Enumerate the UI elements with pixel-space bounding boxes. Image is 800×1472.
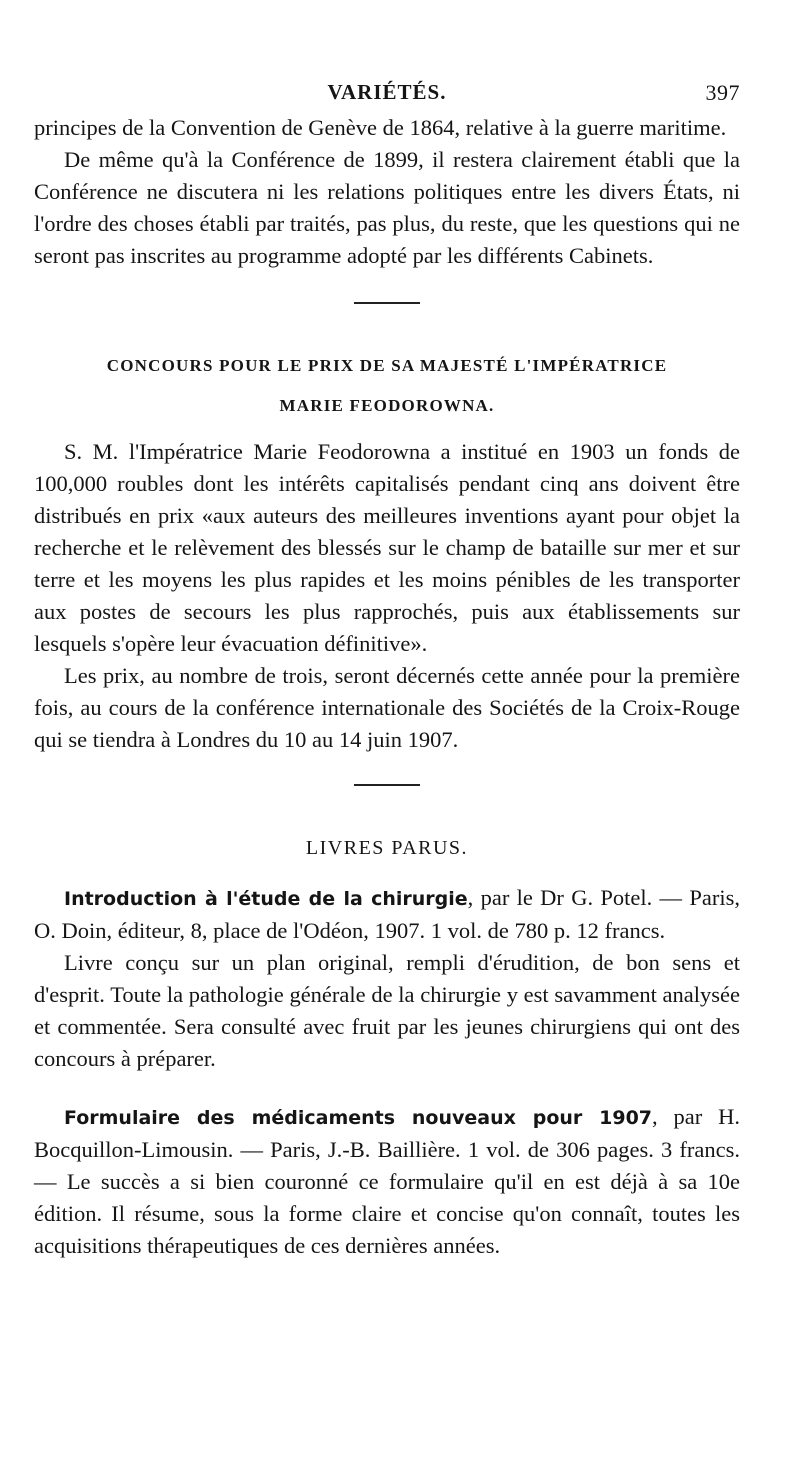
intro-paragraph-1: principes de la Convention de Genève de 1864, relative à la guerre maritime.	[34, 115, 727, 140]
book-citation-2: , par H. Bocquillon-Limousin. — Paris, J.-B. Baillière. 1 vol. de 306 pages. 3 francs. — Le succès a si bien couronné ce formulaire qu'il en est déjà à sa 10e édition. Il résume, sous la forme claire et concise qu'on connaît, toutes les acquisitions thérapeutiques de ces dernières années.	[34, 1104, 740, 1258]
book-title-2: Formulaire des médicaments nouveaux pour 1907	[64, 1107, 653, 1129]
book-entry-2	[34, 1101, 740, 1262]
running-header	[34, 72, 740, 112]
concours-heading-line-2: MARIE FEODOROWNA.	[279, 396, 495, 415]
livres-heading: LIVRES PARUS.	[305, 837, 469, 859]
page-number: 397	[705, 80, 740, 105]
concours-paragraph-2: Les prix, au nombre de trois, seront décernés cette année pour la première fois, au cours de la conférence internationale des Sociétés de la Croix-Rouge qui se tiendra à Londres du 10 au 14 juin 1907.	[34, 663, 740, 752]
book-citation-1: , par le Dr G. Potel. — Paris, O. Doin, éditeur, 8, place de l'Odéon, 1907. 1 vol. de 780 p. 12 francs.	[34, 885, 740, 943]
concours-paragraph-1: S. M. l'Impératrice Marie Feodorowna a institué en 1903 un fonds de 100,000 roubles dont les intérêts capitalisés pendant cinq ans doivent être distribués en prix «aux auteurs des meilleures inventions ayant pour objet la recherche et le relèvement des blessés sur le champ de bataille sur mer et sur terre et les moyens les plus rapides et les moins pénibles de les transporter aux postes de secours les plus rapprochés, puis aux établissements sur lesquels s'opère leur évacuation définitive».	[34, 439, 740, 656]
book-review-1: Livre conçu sur un plan original, rempli d'érudition, de bon sens et d'esprit. Toute la pathologie générale de la chirurgie y est savamment analysée et commentée. Sera consulté avec fruit par les jeunes chirurgiens qui ont des concours à préparer.	[34, 950, 740, 1071]
concours-heading-line-1: CONCOURS POUR LE PRIX DE SA MAJESTÉ L'IMPÉRATRICE	[106, 356, 668, 375]
running-title: VARIÉTÉS.	[327, 80, 447, 104]
book-entry-1	[34, 882, 740, 947]
book-title-1: Introduction à l'étude de la chirurgie	[64, 888, 468, 910]
document-page	[34, 72, 740, 1262]
intro-paragraph-2: De même qu'à la Conférence de 1899, il restera clairement établi que la Conférence ne discutera ni les relations politiques entre les divers États, ni l'ordre des choses établi par traités, pas plus, du reste, que les questions qui ne seront pas inscrites au programme adopté par les différents Cabinets.	[34, 147, 740, 268]
